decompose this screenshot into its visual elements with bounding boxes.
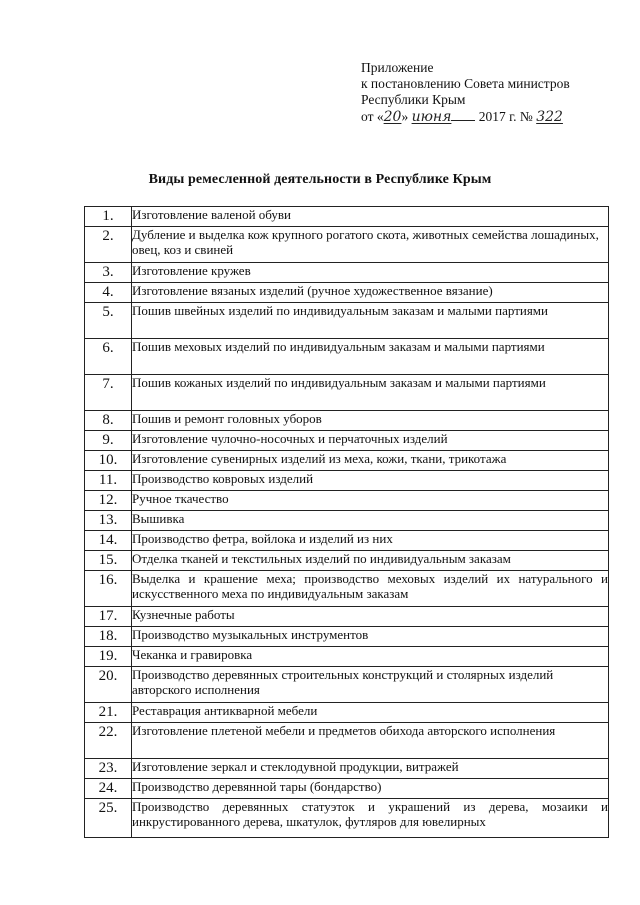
row-number: 12. <box>85 491 132 511</box>
table-row <box>85 571 609 607</box>
row-number: 4. <box>85 283 132 303</box>
date-year: 2017 г. № <box>478 109 533 124</box>
row-text: Выделка и крашение меха; производство меховых изделий их натурального и искусственного меха по индивидуальным заказам <box>132 571 609 607</box>
row-text: Изготовление плетеной мебели и предметов обихода авторского исполнения <box>132 723 609 759</box>
row-number: 2. <box>85 227 132 263</box>
row-text: Производство деревянных строительных конструкций и столярных изделий авторского исполнения <box>132 667 609 703</box>
row-text: Изготовление сувенирных изделий из меха, кожи, ткани, трикотажа <box>132 451 609 471</box>
table-row <box>85 703 609 723</box>
table-row <box>85 647 609 667</box>
row-number: 19. <box>85 647 132 667</box>
table-row <box>85 207 609 227</box>
table-row <box>85 431 609 451</box>
handwritten-month: июня <box>411 109 452 125</box>
appendix-label: Приложение <box>361 60 434 75</box>
table-row <box>85 339 609 375</box>
table-row <box>85 531 609 551</box>
row-number: 9. <box>85 431 132 451</box>
table-row <box>85 779 609 799</box>
row-text: Производство музыкальных инструментов <box>132 627 609 647</box>
table-row <box>85 303 609 339</box>
table-row <box>85 375 609 411</box>
row-number: 8. <box>85 411 132 431</box>
row-text: Дубление и выделка кож крупного рогатого скота, животных семейства лошадиных, овец, коз и свиней <box>132 227 609 263</box>
table-row <box>85 607 609 627</box>
row-text: Кузнечные работы <box>132 607 609 627</box>
row-number: 11. <box>85 471 132 491</box>
row-text: Вышивка <box>132 511 609 531</box>
table-row <box>85 511 609 531</box>
row-number: 6. <box>85 339 132 375</box>
row-number: 3. <box>85 263 132 283</box>
table-row <box>85 551 609 571</box>
document-title: Виды ремесленной деятельности в Республике Крым <box>148 172 492 187</box>
table-row <box>85 723 609 759</box>
row-text: Пошив и ремонт головных уборов <box>132 411 609 431</box>
row-number: 1. <box>85 207 132 227</box>
table-row <box>85 451 609 471</box>
blank-line <box>451 108 475 121</box>
appendix-header <box>361 60 570 125</box>
date-quote-close: » <box>401 109 409 124</box>
row-text: Реставрация антикварной мебели <box>132 703 609 723</box>
row-number: 21. <box>85 703 132 723</box>
row-text: Изготовление чулочно-носочных и перчаточных изделий <box>132 431 609 451</box>
row-text: Чеканка и гравировка <box>132 647 609 667</box>
row-text: Пошив меховых изделий по индивидуальным заказам и малыми партиями <box>132 339 609 375</box>
row-number: 13. <box>85 511 132 531</box>
row-text: Производство деревянной тары (бондарство) <box>132 779 609 799</box>
date-prefix: от « <box>361 109 384 124</box>
row-number: 10. <box>85 451 132 471</box>
table-row <box>85 411 609 431</box>
row-text: Производство ковровых изделий <box>132 471 609 491</box>
row-text: Изготовление валеной обуви <box>132 207 609 227</box>
row-number: 22. <box>85 723 132 759</box>
row-number: 15. <box>85 551 132 571</box>
appendix-republic-line: Республики Крым <box>361 92 466 107</box>
row-text: Производство фетра, войлока и изделий из них <box>132 531 609 551</box>
row-number: 23. <box>85 759 132 779</box>
row-number: 20. <box>85 667 132 703</box>
table-row <box>85 283 609 303</box>
row-number: 25. <box>85 799 132 838</box>
row-number: 7. <box>85 375 132 411</box>
row-number: 5. <box>85 303 132 339</box>
table-row <box>85 471 609 491</box>
row-text: Пошив швейных изделий по индивидуальным заказам и малыми партиями <box>132 303 609 339</box>
table-row <box>85 799 609 838</box>
crafts-table <box>84 206 609 838</box>
table-row <box>85 667 609 703</box>
row-text: Изготовление кружев <box>132 263 609 283</box>
appendix-resolution-line: к постановлению Совета министров <box>361 76 570 91</box>
table-row <box>85 627 609 647</box>
row-number: 16. <box>85 571 132 607</box>
row-text: Производство деревянных статуэток и украшений из дерева, мозаики и инкрустированного дерева, шкатулок, футляров для ювелирных <box>132 799 609 838</box>
row-text: Изготовление вязаных изделий (ручное художественное вязание) <box>132 283 609 303</box>
row-text: Ручное ткачество <box>132 491 609 511</box>
row-text: Отделка тканей и текстильных изделий по индивидуальным заказам <box>132 551 609 571</box>
table-row <box>85 227 609 263</box>
row-number: 14. <box>85 531 132 551</box>
row-number: 17. <box>85 607 132 627</box>
appendix-date-line <box>361 108 570 125</box>
table-row <box>85 759 609 779</box>
row-text: Изготовление зеркал и стеклодувной продукции, витражей <box>132 759 609 779</box>
table-row <box>85 491 609 511</box>
handwritten-number: 322 <box>536 109 563 125</box>
table-row <box>85 263 609 283</box>
handwritten-day: 20 <box>383 109 402 125</box>
row-text: Пошив кожаных изделий по индивидуальным заказам и малыми партиями <box>132 375 609 411</box>
row-number: 24. <box>85 779 132 799</box>
row-number: 18. <box>85 627 132 647</box>
